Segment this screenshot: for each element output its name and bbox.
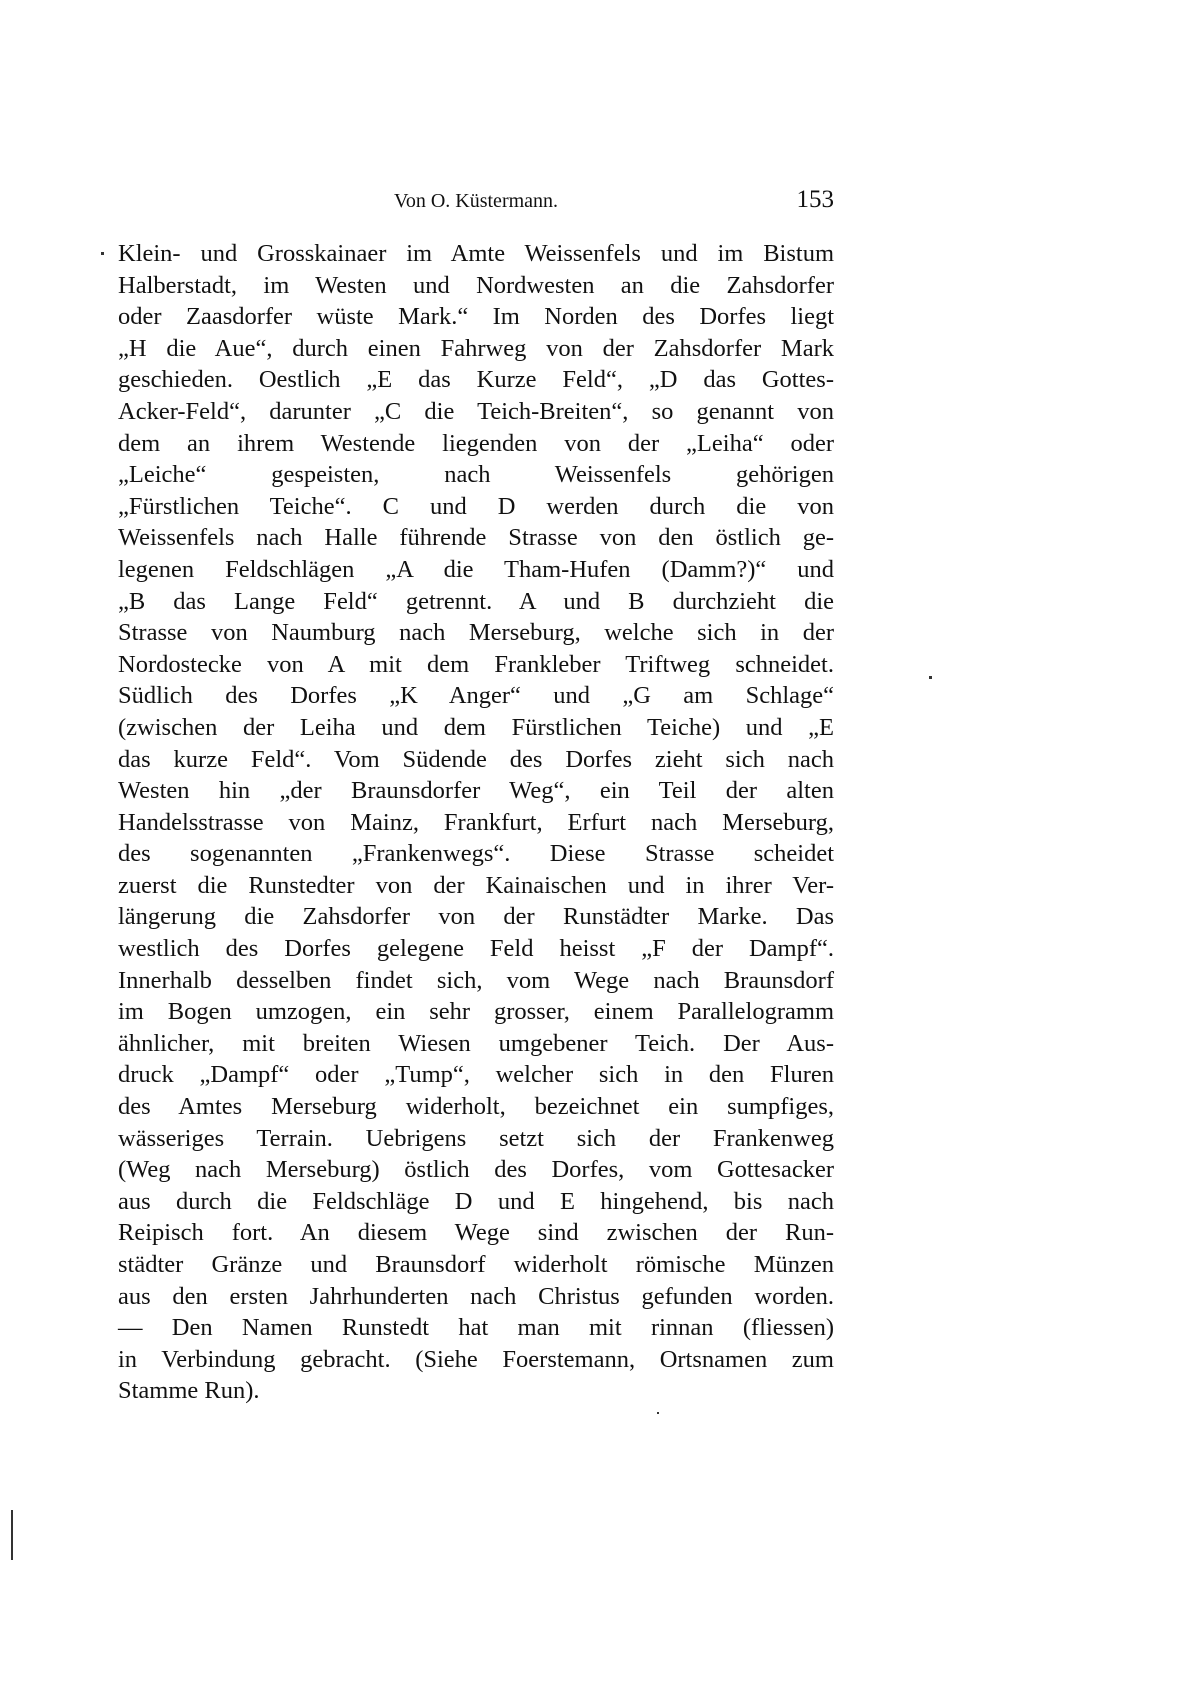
page-header: [118, 186, 834, 218]
text-line: Acker-Feld“, darunter „C die Teich-Breiten“, so genannt von: [118, 397, 834, 425]
text-line: druck „Dampf“ oder „Tump“, welcher sich in den Fluren: [118, 1061, 834, 1089]
text-line: dem an ihrem Westende liegenden von der „Leiha“ oder: [118, 429, 834, 457]
body-text: [118, 238, 834, 1407]
text-line: zuerst die Runstedter von der Kainaischen und in ihrer Ver-: [118, 871, 834, 899]
text-line: „Fürstlichen Teiche“. C und D werden durch die von: [118, 492, 834, 520]
text-line: das kurze Feld“. Vom Südende des Dorfes zieht sich nach: [118, 745, 834, 773]
text-line: wässeriges Terrain. Uebrigens setzt sich der Frankenweg: [118, 1124, 834, 1152]
text-line: Stamme Run).: [118, 1377, 260, 1405]
text-line: oder Zaasdorfer wüste Mark.“ Im Norden des Dorfes liegt: [118, 303, 834, 331]
text-line: Innerhalb desselben findet sich, vom Wege nach Braunsdorf: [118, 966, 834, 994]
text-line: Strasse von Naumburg nach Merseburg, welche sich in der: [118, 619, 834, 647]
text-line: längerung die Zahsdorfer von der Runstädter Marke. Das: [118, 903, 834, 931]
text-line: Westen hin „der Braunsdorfer Weg“, ein Teil der alten: [118, 777, 834, 805]
text-line: Nordostecke von A mit dem Frankleber Triftweg schneidet.: [118, 650, 834, 678]
text-line: „B das Lange Feld“ getrennt. A und B durchzieht die: [118, 587, 834, 615]
text-line: Klein- und Grosskainaer im Amte Weissenfels und im Bistum: [118, 240, 834, 267]
text-line: Südlich des Dorfes „K Anger“ und „G am Schlage“: [118, 682, 834, 710]
scan-speck: [101, 252, 104, 255]
text-line: legenen Feldschlägen „A die Tham-Hufen (Damm?)“ und: [118, 555, 834, 583]
text-line: Reipisch fort. An diesem Wege sind zwischen der Run-: [118, 1219, 834, 1247]
text-line: aus durch die Feldschläge D und E hingehend, bis nach: [118, 1187, 834, 1215]
text-line: ähnlicher, mit breiten Wiesen umgebener Teich. Der Aus-: [118, 1029, 834, 1057]
text-line: Halberstadt, im Westen und Nordwesten an die Zahsdorfer: [118, 271, 834, 299]
text-line: (Weg nach Merseburg) östlich des Dorfes, vom Gottesacker: [118, 1156, 834, 1184]
text-line: in Verbindung gebracht. (Siehe Foerstemann, Ortsnamen zum: [118, 1345, 834, 1373]
text-line: — Den Namen Runstedt hat man mit rinnan (fliessen): [118, 1314, 834, 1342]
text-line: im Bogen umzogen, ein sehr grosser, einem Parallelogramm: [118, 998, 834, 1026]
text-line: des Amtes Merseburg widerholt, bezeichnet ein sumpfiges,: [118, 1093, 834, 1121]
text-line: (zwischen der Leiha und dem Fürstlichen Teiche) und „E: [118, 713, 834, 741]
text-line: „H die Aue“, durch einen Fahrweg von der Zahsdorfer Mark: [118, 334, 834, 362]
running-title: Von O. Küstermann.: [393, 190, 559, 212]
text-line: aus den ersten Jahrhunderten nach Christus gefunden worden.: [118, 1282, 834, 1310]
text-line: westlich des Dorfes gelegene Feld heisst „F der Dampf“.: [118, 935, 834, 963]
page-number: 153: [796, 186, 834, 213]
text-line: des sogenannten „Frankenwegs“. Diese Strasse scheidet: [118, 840, 834, 868]
text-line: Handelsstrasse von Mainz, Frankfurt, Erfurt nach Merseburg,: [118, 808, 834, 836]
text-line: Weissenfels nach Halle führende Strasse von den östlich ge-: [118, 524, 834, 552]
scan-speck: [657, 1412, 659, 1414]
text-line: geschieden. Oestlich „E das Kurze Feld“, „D das Gottes-: [118, 366, 834, 394]
scan-speck: [929, 676, 932, 679]
text-line: städter Gränze und Braunsdorf widerholt römische Münzen: [118, 1251, 834, 1278]
text-line: „Leiche“ gespeisten, nach Weissenfels gehörigen: [118, 461, 834, 489]
scan-edge-line: [11, 1510, 13, 1560]
